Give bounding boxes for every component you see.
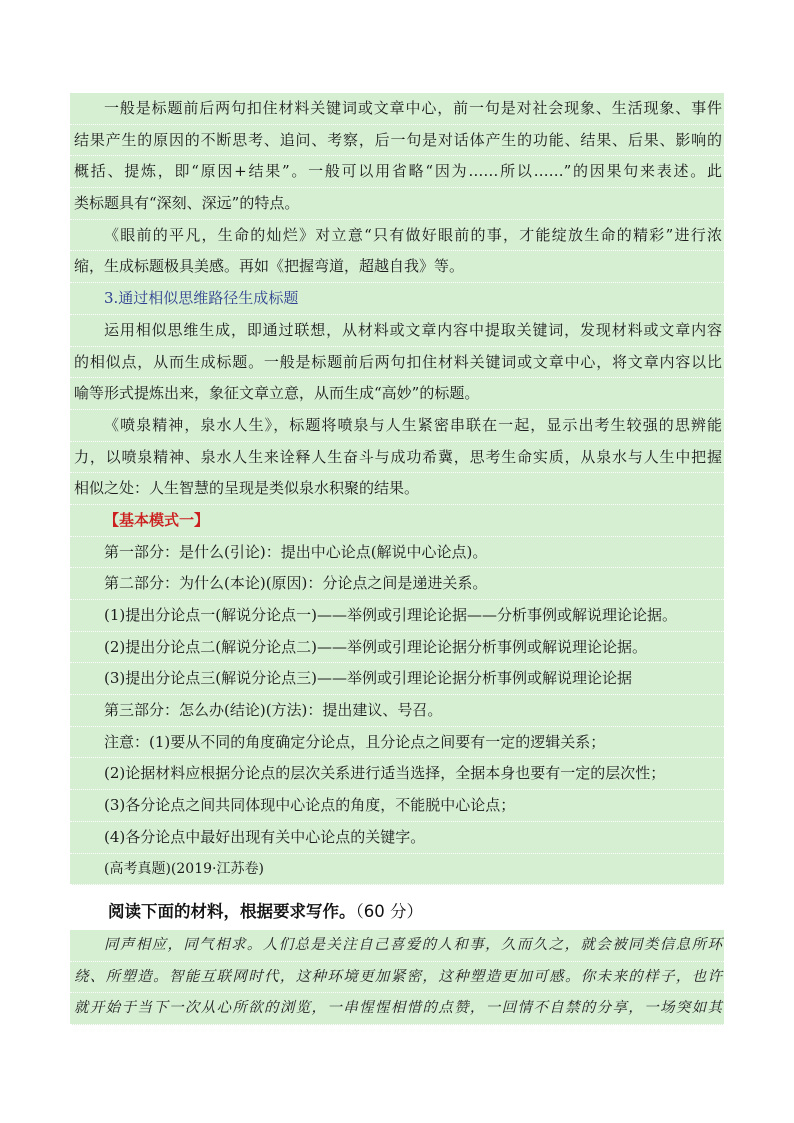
text-line: (3)各分论点之间共同体现中心论点的角度，不能脱中心论点；	[70, 790, 724, 822]
text-line: (2)论据材料应根据分论点的层次关系进行适当选择，全据本身也要有一定的层次性；	[70, 758, 724, 790]
text-line: 缩，生成标题极具美感。再如《把握弯道，超越自我》等。	[70, 251, 724, 283]
text-line: 【基本模式一】	[70, 505, 724, 537]
text-line: 力，以喷泉精神、泉水人生来诠释人生奋斗与成功希冀，思考生命实质，从泉水与人生中把握	[70, 442, 724, 474]
material-block	[70, 930, 724, 1025]
text-line: 第二部分：为什么(本论)(原因)：分论点之间是递进关系。	[70, 568, 724, 600]
text-line: (高考真题)(2019·江苏卷)	[70, 854, 724, 886]
text-line: 就开始于当下一次从心所欲的浏览，一串惺惺相惜的点赞，一回情不自禁的分享，一场突如其	[70, 993, 724, 1025]
text-line: 运用相似思维生成，即通过联想，从材料或文章内容中提取关键词，发现材料或文章内容	[70, 315, 724, 347]
text-line: 结果产生的原因的不断思考、追问、考察，后一句是对话体产生的功能、结果、后果、影响的	[70, 125, 724, 157]
explanation-block	[70, 93, 724, 885]
text-line: 第一部分：是什么(引论)：提出中心论点(解说中心论点)。	[70, 537, 724, 569]
text-line: 注意：(1)要从不同的角度确定分论点，且分论点之间要有一定的逻辑关系；	[70, 727, 724, 759]
prompt-score: （60 分）	[355, 902, 423, 921]
text-line: 绕、所塑造。智能互联网时代，这种环境更加紧密，这种塑造更加可感。你未来的样子，也许	[70, 962, 724, 994]
text-line: 类标题具有“深刻、深远”的特点。	[70, 188, 724, 220]
writing-prompt-title	[108, 898, 423, 922]
text-line: 概括、提炼，即“原因+结果”。一般可以用省略“因为……所以……”的因果句来表述。此	[70, 156, 724, 188]
text-line: (1)提出分论点一(解说分论点一)——举例或引理论论据——分析事例或解说理论论据。	[70, 600, 724, 632]
text-line: 相似之处：人生智慧的呈现是类似泉水积聚的结果。	[70, 473, 724, 505]
text-line: 喻等形式提炼出来，象征文章立意，从而生成“高妙”的标题。	[70, 378, 724, 410]
text-line: 3.通过相似思维路径生成标题	[70, 283, 724, 315]
text-line: (2)提出分论点二(解说分论点二)——举例或引理论论据分析事例或解说理论论据。	[70, 632, 724, 664]
prompt-title-text: 阅读下面的材料，根据要求写作。	[108, 902, 356, 921]
text-line: 的相似点，从而生成标题。一般是标题前后两句扣住材料关键词或文章中心，将文章内容以比	[70, 347, 724, 379]
text-line: 同声相应，同气相求。人们总是关注自己喜爱的人和事，久而久之，就会被同类信息所环	[70, 930, 724, 962]
text-line: (4)各分论点中最好出现有关中心论点的关键字。	[70, 822, 724, 854]
text-line: 《喷泉精神，泉水人生》，标题将喷泉与人生紧密串联在一起，显示出考生较强的思辨能	[70, 410, 724, 442]
text-line: (3)提出分论点三(解说分论点三)——举例或引理论论据分析事例或解说理论论据	[70, 663, 724, 695]
text-line: 第三部分：怎么办(结论)(方法)：提出建议、号召。	[70, 695, 724, 727]
text-line: 一般是标题前后两句扣住材料关键词或文章中心，前一句是对社会现象、生活现象、事件	[70, 93, 724, 125]
text-line: 《眼前的平凡，生命的灿烂》对立意“只有做好眼前的事，才能绽放生命的精彩”进行浓	[70, 220, 724, 252]
